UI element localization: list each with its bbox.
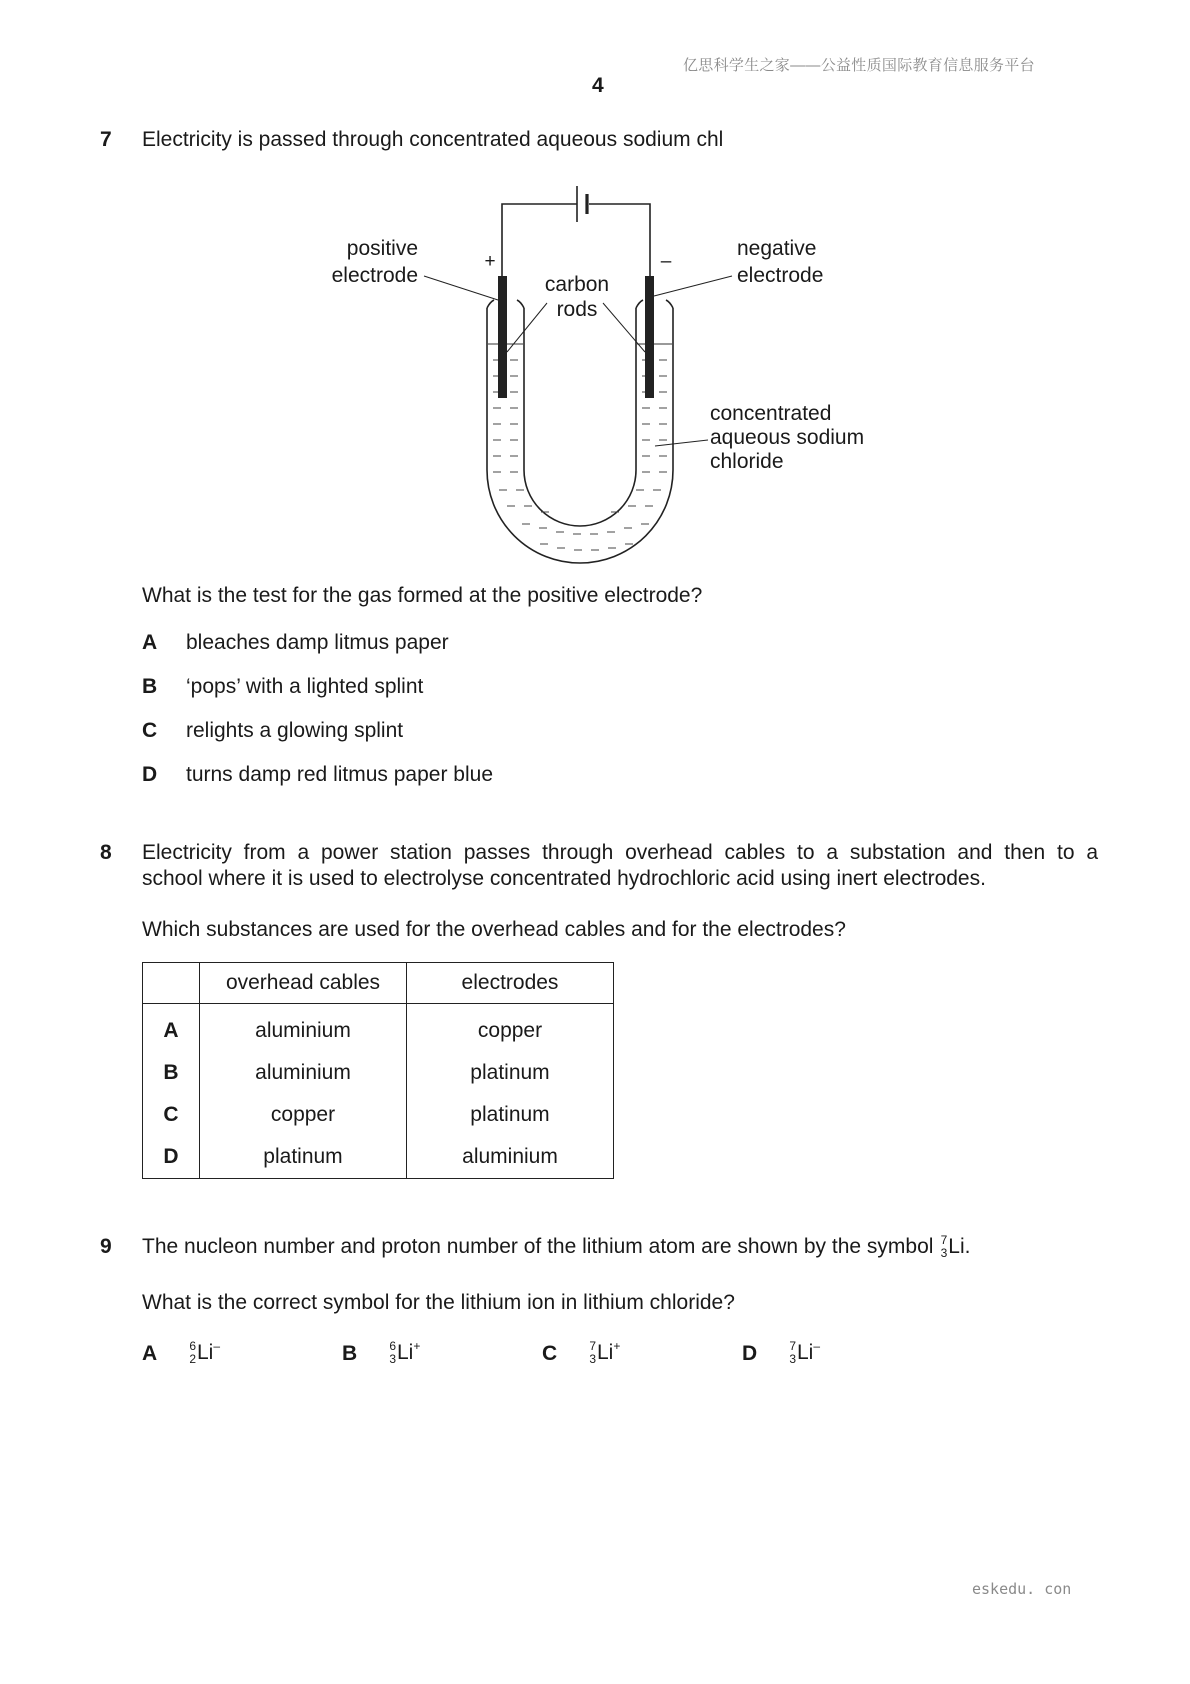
- lithium-atom-symbol: [939, 1234, 964, 1260]
- page-number: 4: [592, 74, 604, 97]
- ion-charge: –: [213, 1339, 221, 1353]
- atomic-number: 3: [940, 1246, 948, 1261]
- row-electrodes: platinum: [470, 1103, 550, 1126]
- plus-sign: +: [484, 251, 496, 272]
- row-electrodes: platinum: [470, 1061, 550, 1084]
- row-letter: D: [143, 1136, 200, 1179]
- q7-option-c-letter: C: [142, 719, 158, 742]
- table-header-row: [143, 963, 614, 1004]
- mass-number: 7: [940, 1233, 948, 1248]
- ion-charge: +: [413, 1339, 421, 1353]
- q9-option-b-letter: B: [342, 1342, 358, 1365]
- positive-carbon-rod: [498, 276, 507, 398]
- table-row: [143, 1136, 614, 1179]
- question-9-prompt: What is the correct symbol for the lithium ion in lithium chloride?: [142, 1291, 735, 1314]
- q7-option-b-text: ‘pops’ with a lighted splint: [186, 675, 424, 698]
- atomic-number: 3: [789, 1352, 796, 1367]
- row-cables: platinum: [200, 1136, 407, 1179]
- minus-sign: –: [660, 251, 672, 272]
- electrolysis-u-tube-diagram: [300, 170, 900, 570]
- q9-option-b-symbol: [388, 1339, 420, 1366]
- question-9-stem: The nucleon number and proton number of the lithium atom are shown by the symbol: [142, 1235, 934, 1258]
- mass-number: 6: [189, 1339, 196, 1354]
- question-9-stem-wrap: [142, 1234, 970, 1260]
- solution-label-line2: aqueous sodium: [710, 426, 865, 449]
- q7-option-d-text: turns damp red litmus paper blue: [186, 763, 493, 786]
- q9-option-d-letter: D: [742, 1342, 758, 1365]
- element-symbol: Li: [197, 1341, 214, 1364]
- solution-dashes: [493, 360, 667, 550]
- q7-option-b-letter: B: [142, 675, 158, 698]
- table-row: [143, 1004, 614, 1053]
- header-watermark-text: 亿思科学生之家——公益性质国际教育信息服务平台: [683, 57, 1035, 74]
- q9-option-a-letter: A: [142, 1342, 158, 1365]
- question-8-stem-line1: Electricity from a power station passes through overhead cables to a substation and then to a: [142, 841, 1098, 864]
- q9-option-a-symbol: [188, 1339, 220, 1366]
- atomic-number: 2: [189, 1352, 196, 1367]
- question-7-number: 7: [100, 128, 112, 151]
- positive-electrode-label-line2: electrode: [331, 264, 418, 287]
- q9-option-d-symbol: [788, 1339, 820, 1366]
- mass-number: 7: [789, 1339, 796, 1354]
- q7-option-a-text: bleaches damp litmus paper: [186, 631, 449, 654]
- solution-label-line1: concentrated: [710, 402, 832, 425]
- q7-option-c-text: relights a glowing splint: [186, 719, 404, 742]
- negative-carbon-rod: [645, 276, 654, 398]
- footer-watermark-text: eskedu. con: [972, 1580, 1072, 1598]
- row-electrodes: copper: [477, 1019, 543, 1042]
- question-9-stem-end: .: [964, 1235, 971, 1258]
- q7-option-a-letter: A: [142, 631, 158, 654]
- mass-number: 7: [589, 1339, 596, 1354]
- element-symbol: Li: [948, 1235, 965, 1258]
- q7-option-d-letter: D: [142, 763, 158, 786]
- positive-electrode-label-line1: positive: [346, 237, 418, 260]
- table-header-empty: [143, 963, 200, 1004]
- question-7-prompt: What is the test for the gas formed at the positive electrode?: [142, 584, 703, 607]
- carbon-rods-label-line1: carbon: [544, 273, 610, 296]
- row-letter: B: [143, 1052, 200, 1094]
- element-symbol: Li: [797, 1341, 814, 1364]
- carbon-rods-label-line2: rods: [556, 298, 598, 321]
- atomic-number: 3: [589, 1352, 596, 1367]
- row-letter: A: [143, 1004, 200, 1053]
- table-header-overhead-cables: overhead cables: [200, 963, 407, 1004]
- circuit-wires: [502, 204, 650, 276]
- battery-cell-icon: [577, 186, 587, 222]
- mass-number: 6: [389, 1339, 396, 1354]
- question-8-number: 8: [100, 841, 112, 864]
- row-letter: C: [143, 1094, 200, 1136]
- solution-label-line3: chloride: [710, 450, 784, 473]
- question-8-stem-line2: school where it is used to electrolyse concentrated hydrochloric acid using inert electrodes.: [142, 867, 986, 890]
- table-row: [143, 1052, 614, 1094]
- q9-option-c-symbol: [588, 1339, 620, 1366]
- element-symbol: Li: [397, 1341, 414, 1364]
- ion-charge: +: [613, 1339, 621, 1353]
- row-electrodes: aluminium: [462, 1145, 558, 1168]
- negative-electrode-label-line2: electrode: [737, 264, 824, 287]
- negative-electrode-label-line1: negative: [737, 237, 817, 260]
- row-cables: aluminium: [200, 1052, 407, 1094]
- q8-options-table: [142, 962, 614, 1179]
- question-7-stem: Electricity is passed through concentrated aqueous sodium chl: [142, 128, 724, 151]
- ion-charge: –: [813, 1339, 821, 1353]
- element-symbol: Li: [597, 1341, 614, 1364]
- table-row: [143, 1094, 614, 1136]
- question-9-number: 9: [100, 1235, 112, 1258]
- table-header-electrodes: electrodes: [407, 963, 614, 1004]
- row-cables: copper: [200, 1094, 407, 1136]
- row-cables: aluminium: [200, 1004, 407, 1053]
- question-8-prompt: Which substances are used for the overhead cables and for the electrodes?: [142, 918, 846, 941]
- atomic-number: 3: [389, 1352, 396, 1367]
- q9-option-c-letter: C: [542, 1342, 558, 1365]
